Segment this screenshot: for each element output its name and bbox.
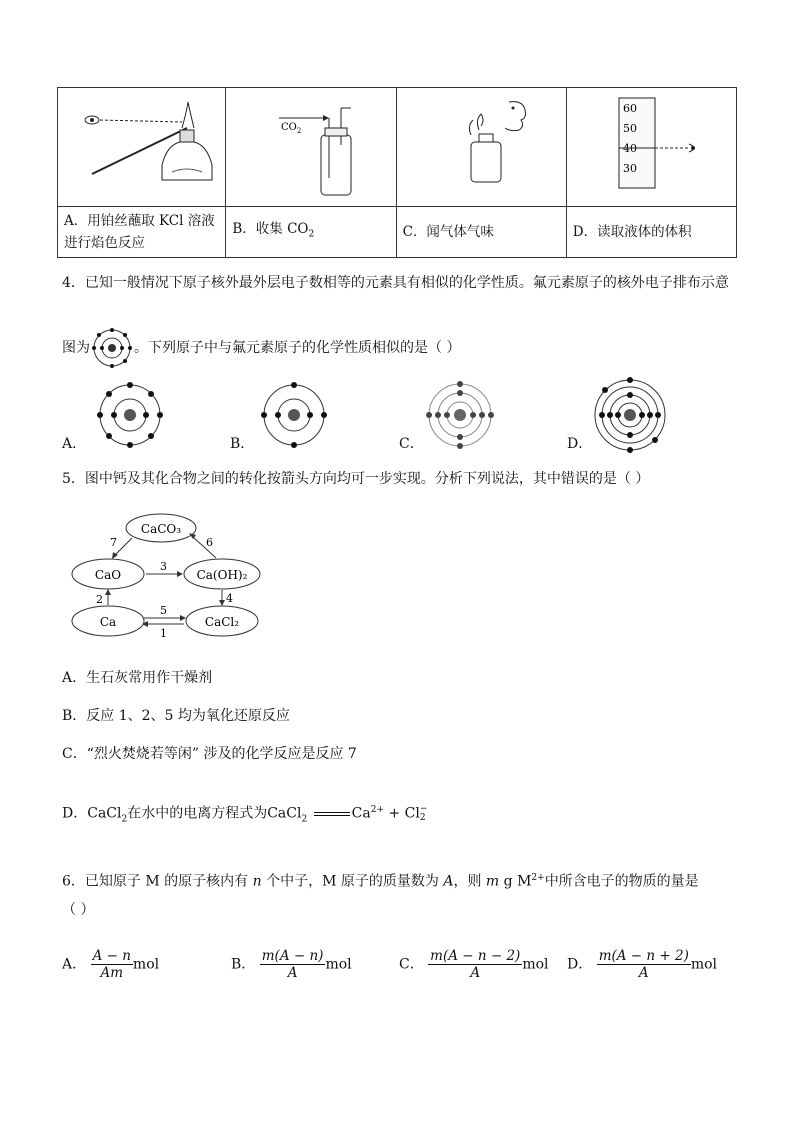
q6-option-c[interactable]: C． $\frac{m(A - n - 2)}{A}$ mol xyxy=(399,948,549,981)
q5-option-d[interactable]: D．CaCl$_2$在水中的电离方程式为CaCl$_2$ $Ca^{2+} + Cl$ − 2 xyxy=(62,803,428,825)
tick-40: 40 xyxy=(623,142,638,155)
q4-option-d[interactable]: D． xyxy=(567,436,593,452)
node-caco3: CaCO₃ xyxy=(140,522,182,536)
q6-option-a[interactable]: A． $\frac{A - n}{Am}$ mol xyxy=(62,948,160,981)
caption-a: A．用铂丝蘸取 KCl 溶液进行焰色反应 xyxy=(58,207,226,258)
q5-stem: 5．图中钙及其化合物之间的转化按箭头方向均可一步实现。分析下列说法，其中错误的是（ ） xyxy=(62,471,650,487)
caption-d: D．读取液体的体积 xyxy=(566,207,736,258)
arrow-label-7: 7 xyxy=(110,536,117,549)
atom-diagram-c xyxy=(424,379,496,451)
q6-paren: （ ） xyxy=(62,902,95,918)
arrow-label-6: 6 xyxy=(206,536,213,549)
q6-option-d[interactable]: D． $\frac{m(A - n + 2)}{A}$ mol xyxy=(567,948,718,981)
atom-diagram-b xyxy=(258,379,330,451)
node-caoh2: Ca(OH)₂ xyxy=(196,568,248,582)
node-cacl2: CaCl₂ xyxy=(204,615,240,629)
figure-smell-gas xyxy=(396,88,566,207)
q5-option-b[interactable]: B．反应 1、2、5 均为氧化还原反应 xyxy=(62,708,290,724)
tick-30: 30 xyxy=(623,162,638,175)
figure-read-cylinder xyxy=(566,88,736,207)
atom-diagram-a xyxy=(94,379,166,451)
calcium-conversion-diagram xyxy=(66,510,266,645)
q4-option-c[interactable]: C． xyxy=(399,436,424,452)
q4-option-a[interactable]: A． xyxy=(62,436,87,452)
tick-60: 60 xyxy=(623,102,638,115)
arrow-label-1: 1 xyxy=(160,627,167,640)
atom-diagram-d xyxy=(592,377,668,453)
q5-option-a[interactable]: A．生石灰常用作干燥剂 xyxy=(62,670,213,686)
q4-stem-line1: 4．已知一般情况下原子核外最外层电子数相等的元素具有相似的化学性质。氟元素原子的核外电子排布示意 xyxy=(62,275,729,291)
tick-50: 50 xyxy=(623,122,638,135)
arrow-label-5: 5 xyxy=(160,604,167,617)
node-cao: CaO xyxy=(94,568,122,582)
co2-label: $CO_2$ xyxy=(280,122,302,135)
figure-flame-test xyxy=(58,88,226,207)
q4-option-b[interactable]: B． xyxy=(230,436,255,452)
arrow-label-4: 4 xyxy=(226,592,233,605)
q6-option-b[interactable]: B． $\frac{m(A - n)}{A}$ mol xyxy=(231,948,352,981)
node-ca: Ca xyxy=(99,615,117,629)
figure-collect-co2 xyxy=(226,88,396,207)
arrow-label-3: 3 xyxy=(160,560,167,573)
q6-stem: 6．已知原子 M 的原子核内有 n 个中子，M 原子的质量数为 A，则 m g $M^{2+}$中所含电子的物质的量是 xyxy=(62,873,699,890)
eye-icon xyxy=(691,146,695,150)
q4-options xyxy=(62,375,752,450)
caption-b: B．收集 $CO_2$ xyxy=(226,207,396,258)
apparatus-table xyxy=(57,87,737,258)
q5-option-c[interactable]: C．“烈火焚烧若等闲” 涉及的化学反应是反应 7 xyxy=(62,746,357,762)
caption-c: C．闻气体气味 xyxy=(396,207,566,258)
equals-sign xyxy=(314,812,350,816)
arrow-label-2: 2 xyxy=(96,593,103,606)
q4-stem-line2: 图为 。下列原子中与氟元素原子的化学性质相似的是（ ） xyxy=(62,326,460,370)
fluorine-atom-diagram xyxy=(90,326,134,370)
